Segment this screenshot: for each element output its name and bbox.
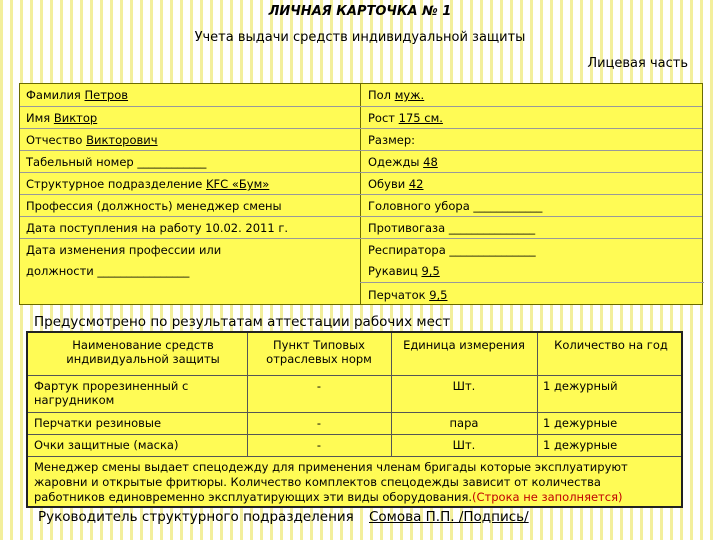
footer-signature: Сомова П.П. /Подпись/ — [369, 509, 529, 525]
left-cell: Отчество Викторович — [26, 133, 158, 147]
row-divider — [28, 412, 681, 413]
right-cell: Головного убора ____________ — [368, 199, 543, 213]
right-cell: Респиратора _______________ — [368, 243, 536, 257]
table-row — [20, 194, 702, 213]
row-divider — [28, 434, 681, 435]
footer-label: Руководитель структурного подразделения — [38, 509, 354, 525]
column-divider — [537, 333, 538, 456]
right-cell: Рукавиц 9,5 — [368, 264, 440, 278]
left-cell: Табельный номер ____________ — [26, 155, 207, 169]
header-point: Пункт Типовых отраслевых норм — [266, 338, 372, 366]
header-unit: Единица измерения — [403, 338, 525, 352]
cell-unit: пара — [449, 416, 479, 430]
right-cell: Пол муж. — [368, 88, 425, 102]
left-cell: Профессия (должность) менеджер смены — [26, 199, 282, 213]
ppe-table — [26, 331, 683, 508]
row-divider — [28, 456, 681, 457]
cell-qty: 1 дежурные — [543, 438, 618, 452]
card-title: ЛИЧНАЯ КАРТОЧКА № 1 — [268, 4, 452, 19]
note-red: (Строка не заполняется) — [472, 490, 623, 504]
card-subtitle: Учета выдачи средств индивидуальной защиты — [194, 30, 526, 45]
cell-qty: 1 дежурные — [543, 416, 618, 430]
right-cell: Размер: — [368, 133, 416, 147]
table-row — [360, 282, 704, 302]
side-label: Лицевая часть — [587, 56, 688, 71]
cell-qty: 1 дежурный — [543, 379, 618, 393]
right-cell: Обуви 42 — [368, 177, 424, 191]
table-row — [20, 216, 702, 235]
table-row — [20, 150, 702, 169]
cell-point: - — [316, 416, 322, 430]
row-divider — [28, 375, 681, 376]
right-cell: Одежды 48 — [368, 155, 438, 169]
left-cell: Фамилия Петров — [26, 88, 129, 102]
right-cell: Противогаза _______________ — [368, 221, 536, 235]
left-cell: Дата изменения профессии или — [26, 243, 222, 257]
cell-name: Очки защитные (маска) — [34, 438, 179, 452]
header-name: Наименование средств индивидуальной защиты — [66, 338, 220, 366]
left-cell: Дата поступления на работу 10.02. 2011 г. — [26, 221, 289, 235]
right-cell: Рост 175 см. — [368, 111, 443, 125]
cell-name: Фартук прорезиненный с нагрудником — [34, 379, 189, 407]
section-title: Предусмотрено по результатам аттестации рабочих мест — [34, 314, 451, 330]
header-qty: Количество на год — [554, 338, 668, 352]
cell-unit: Шт. — [452, 438, 476, 452]
table-row — [20, 106, 702, 125]
table-row — [20, 238, 702, 257]
right-cell: Перчаток 9,5 — [368, 288, 448, 302]
cell-point: - — [316, 438, 322, 452]
personal-data-table — [19, 83, 703, 305]
left-cell: Имя Виктор — [26, 111, 98, 125]
cell-name: Перчатки резиновые — [34, 416, 162, 430]
cell-point: - — [316, 379, 322, 393]
left-cell: должности ________________ — [26, 264, 190, 278]
cell-unit: Шт. — [452, 379, 476, 393]
left-cell: Структурное подразделение KFC «Бум» — [26, 177, 270, 191]
note-text: Менеджер смены выдает спецодежду для применения членам бригады которые эксплуатируют жаровни и открытые фритюры. Количество комплектов спецодежды зависит от количества работников единовременно эксплуатирующих эти виды оборудования.(Строка не заполняется) — [34, 460, 628, 504]
table-row — [20, 128, 702, 147]
table-row — [20, 172, 702, 191]
